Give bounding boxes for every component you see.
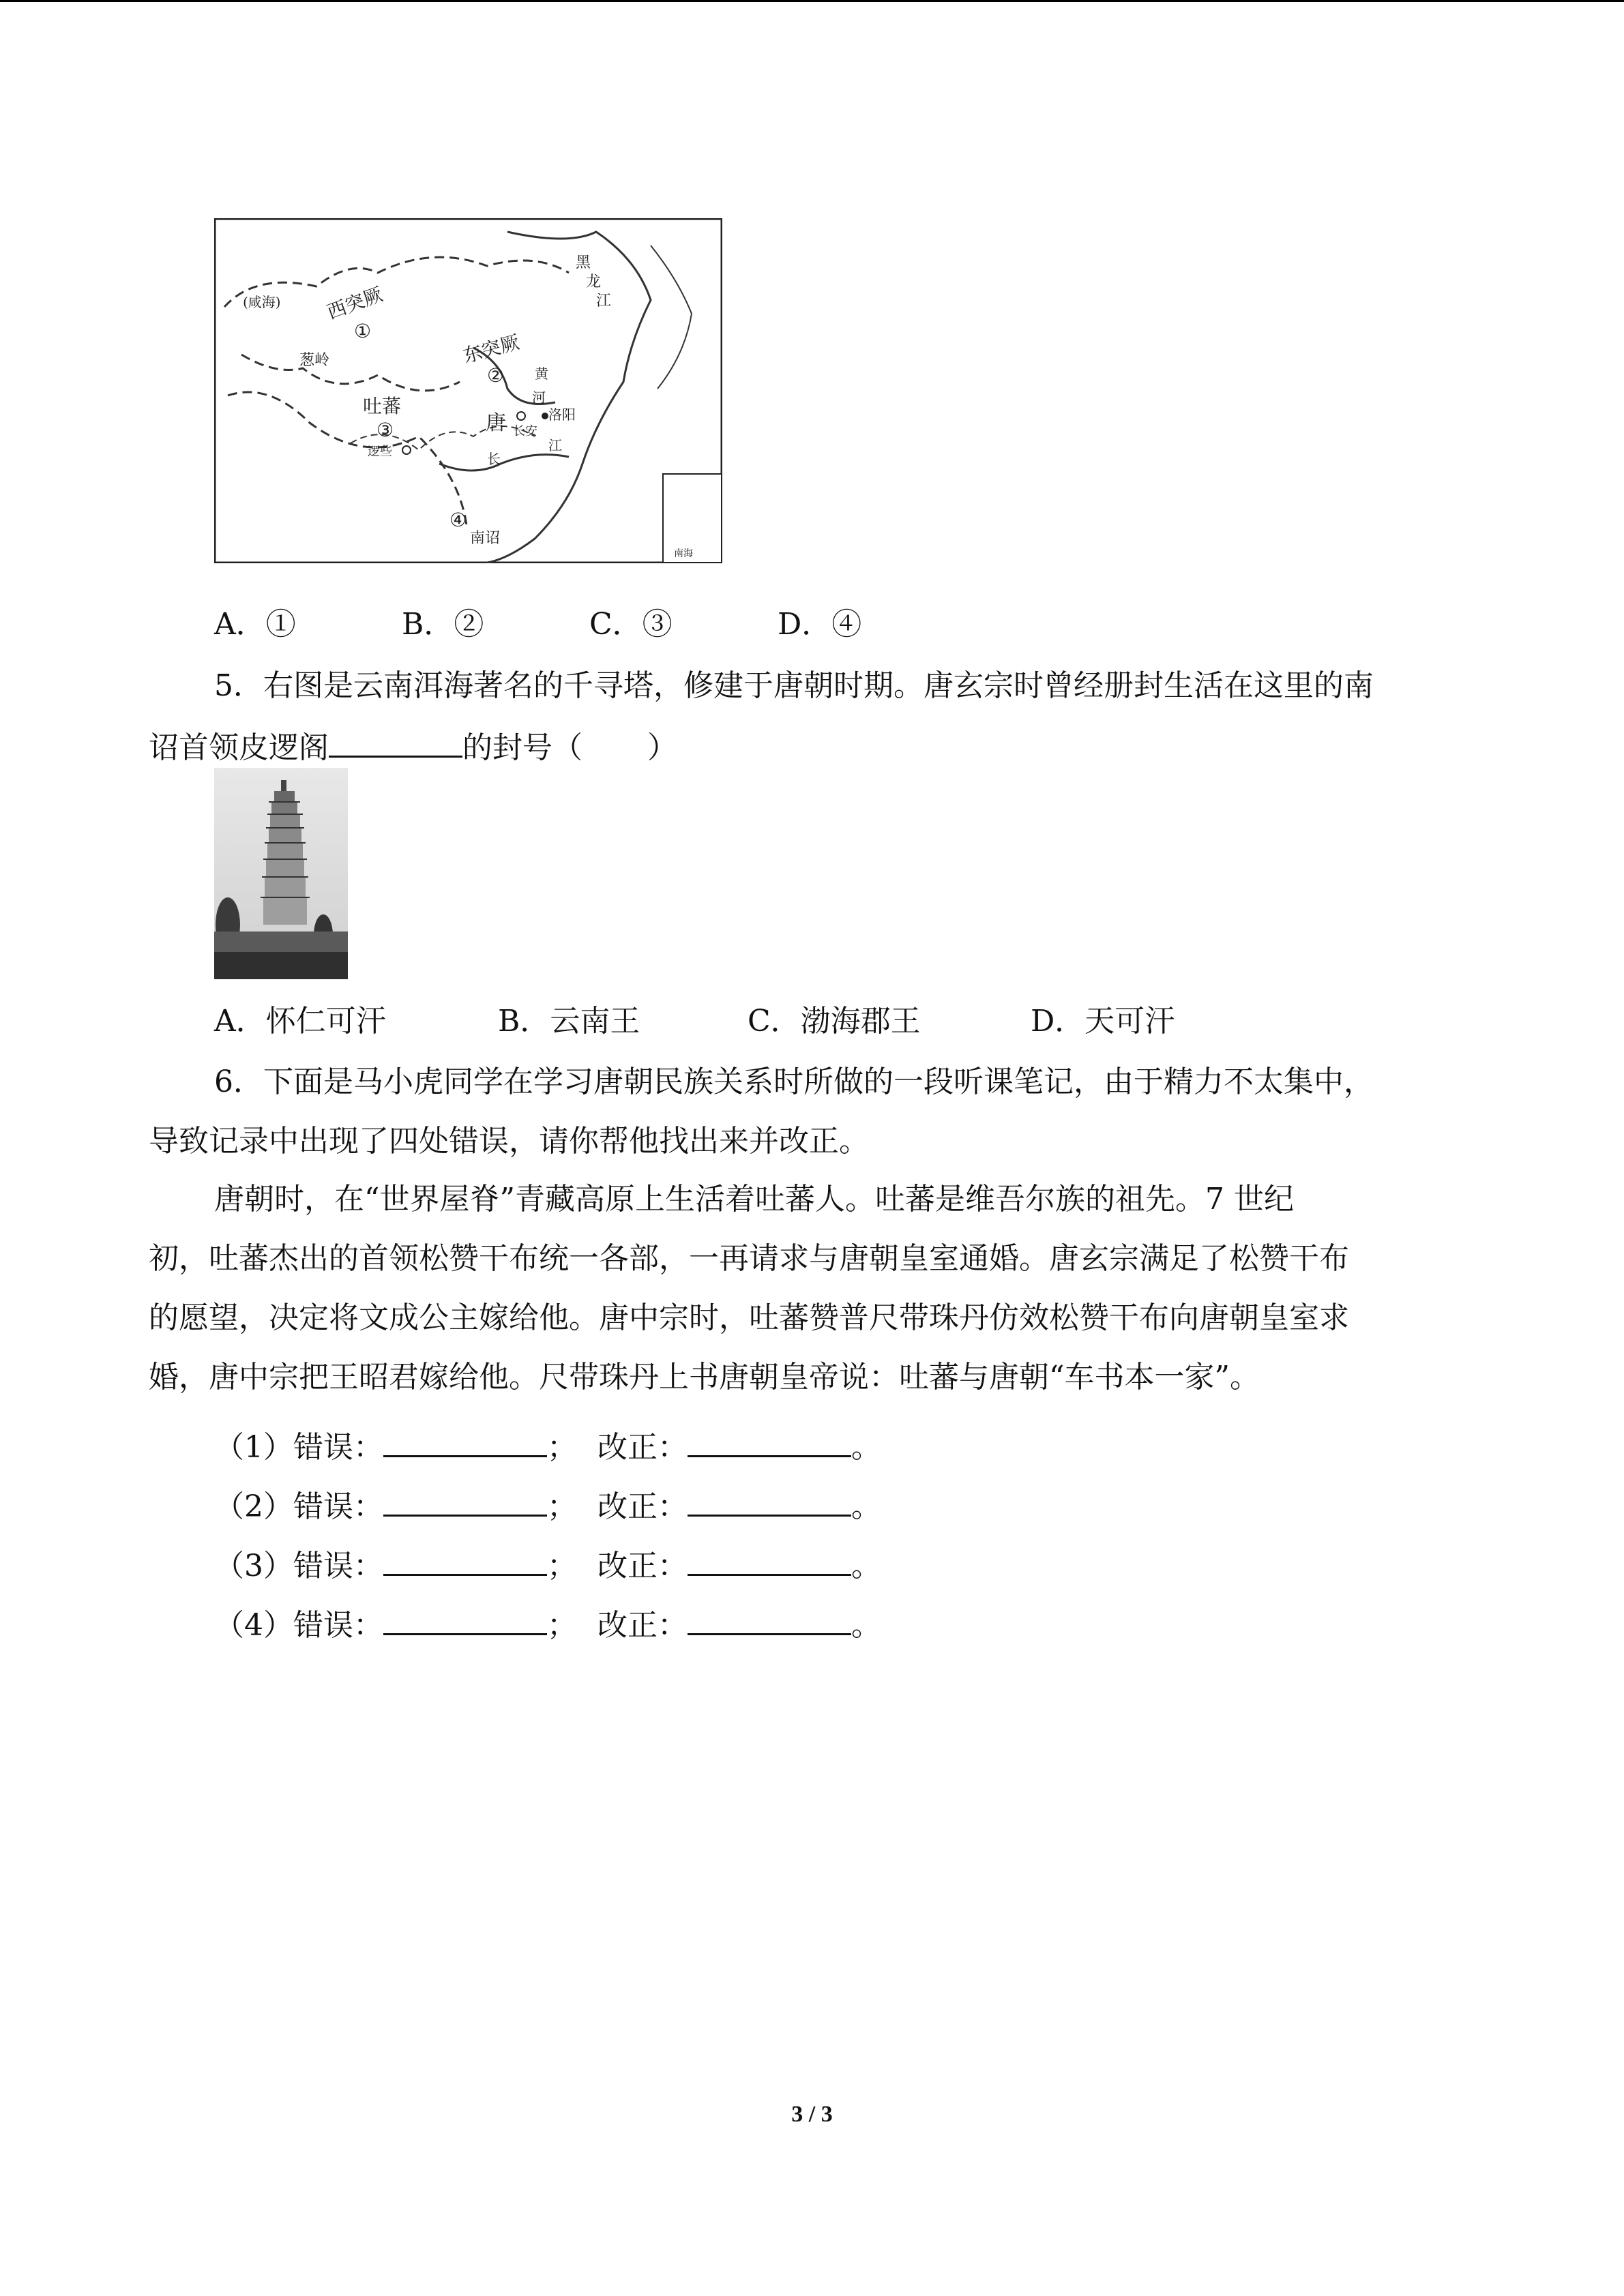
map-label-heilong-1: 黑 (576, 254, 591, 271)
answer-fix-label: 改正： (597, 1549, 688, 1583)
q5-option-c: C．渤海郡王 (748, 1004, 921, 1039)
answer-separator: ； (547, 1489, 577, 1524)
map-label-dongtujue: 东突厥 (460, 331, 522, 368)
answer-fix-blank[interactable] (688, 1483, 851, 1517)
q6-line-2: 导致记录中出现了四处错误，请你帮他找出来并改正。 (149, 1124, 869, 1159)
map-label-n1: ① (354, 320, 372, 342)
q5-line-1: 5．右图是云南洱海著名的千寻塔，修建于唐朝时期。唐玄宗时曾经册封生活在这里的南 (214, 668, 1374, 703)
answer-error-blank[interactable] (383, 1542, 547, 1576)
q6-paragraph-line-3: 的愿望，决定将文成公主嫁给他。唐中宗时，吐蕃赞普尺带珠丹仿效松赞干布向唐朝皇室求 (149, 1300, 1349, 1335)
map-label-xitujue: 西突厥 (324, 282, 386, 324)
map-label-jiang: 江 (548, 437, 562, 453)
q6-answer-row-1 (214, 1424, 881, 1468)
q5-line-2-end: ） (647, 730, 677, 765)
answer-error-label: 错误： (293, 1489, 383, 1524)
answer-fix-blank[interactable] (688, 1602, 851, 1635)
tang-dynasty-map (214, 218, 722, 563)
map-label-chang: 长 (487, 451, 501, 467)
q5-line-2-post: 的封号（ (462, 730, 582, 765)
answer-fix-blank[interactable] (688, 1542, 851, 1576)
answer-end: 。 (851, 1489, 881, 1524)
map-label-xianhai: (咸海) (243, 294, 281, 310)
map-label-nanhai: 南海 (674, 548, 693, 559)
q5-options (214, 1001, 1175, 1042)
q6-answer-row-4 (214, 1602, 881, 1646)
q5-option-b: B．云南王 (498, 1004, 640, 1039)
answer-error-blank[interactable] (383, 1483, 547, 1517)
map-label-luoyang: 洛阳 (548, 406, 576, 423)
answer-separator: ； (547, 1549, 577, 1583)
q5-option-d: D．天可汗 (1031, 1004, 1175, 1039)
map-label-tubo: 吐蕃 (363, 395, 402, 417)
map-label-huanghe-1: 黄 (535, 366, 548, 382)
map-label-huanghe-2: 河 (532, 389, 546, 406)
answer-separator: ； (547, 1608, 577, 1643)
answer-end: 。 (851, 1608, 881, 1643)
answer-number: （4） (214, 1608, 293, 1643)
q6-answer-row-3 (214, 1542, 881, 1587)
q6-line-1: 6．下面是马小虎同学在学习唐朝民族关系时所做的一段听课笔记，由于精力不太集中， (214, 1064, 1374, 1099)
answer-error-label: 错误： (293, 1430, 383, 1465)
q6-paragraph-line-1: 唐朝时，在“世界屋脊”青藏高原上生活着吐蕃人。吐蕃是维吾尔族的祖先。7 世纪 (214, 1182, 1294, 1217)
answer-end: 。 (851, 1430, 881, 1465)
map-label-changan: 长安 (513, 424, 537, 438)
map-label-heilong-2: 龙 (586, 273, 602, 290)
map-label-luoxie: 逻些 (368, 445, 392, 459)
q6-answer-row-2 (214, 1483, 881, 1527)
map-label-nanzhao: 南诏 (470, 530, 501, 547)
map-label-n4: ④ (449, 509, 467, 531)
answer-fix-label: 改正： (597, 1608, 688, 1643)
answer-fix-label: 改正： (597, 1430, 688, 1465)
qianxun-pagoda-photo (214, 768, 348, 979)
q4-option-b: B．② (402, 607, 484, 642)
q4-option-c: C．③ (589, 607, 673, 642)
answer-number: （3） (214, 1549, 293, 1583)
answer-error-blank[interactable] (383, 1602, 547, 1635)
answer-number: （1） (214, 1430, 293, 1465)
q5-line-2 (149, 724, 677, 769)
map-label-congling: 葱岭 (299, 352, 330, 369)
q4-option-a: A．① (214, 607, 296, 642)
answer-fix-blank[interactable] (688, 1424, 851, 1457)
answer-error-label: 错误： (293, 1608, 383, 1643)
q4-options (214, 604, 861, 645)
page-number: 3 / 3 (791, 2102, 833, 2127)
map-label-tang: 唐 (486, 411, 506, 435)
map-label-heilong-3: 江 (596, 293, 612, 310)
q6-paragraph-line-2: 初，吐蕃杰出的首领松赞干布统一各部，一再请求与唐朝皇室通婚。唐玄宗满足了松赞干布 (149, 1241, 1349, 1276)
q5-option-a: A．怀仁可汗 (214, 1004, 386, 1039)
answer-fix-label: 改正： (597, 1489, 688, 1524)
q5-line-2-pre: 诏首领皮逻阁 (149, 730, 329, 765)
answer-number: （2） (214, 1489, 293, 1524)
answer-separator: ； (547, 1430, 577, 1465)
answer-error-blank[interactable] (383, 1424, 547, 1457)
map-label-n2: ② (487, 364, 505, 387)
q6-paragraph-line-4: 婚，唐中宗把王昭君嫁给他。尺带珠丹上书唐朝皇帝说：吐蕃与唐朝“车书本一家”。 (149, 1360, 1260, 1395)
q4-option-d: D．④ (778, 607, 862, 642)
answer-end: 。 (851, 1549, 881, 1583)
map-label-n3: ③ (377, 419, 394, 441)
page-top-border (0, 0, 1624, 2)
q5-answer-blank (329, 724, 462, 758)
answer-error-label: 错误： (293, 1549, 383, 1583)
